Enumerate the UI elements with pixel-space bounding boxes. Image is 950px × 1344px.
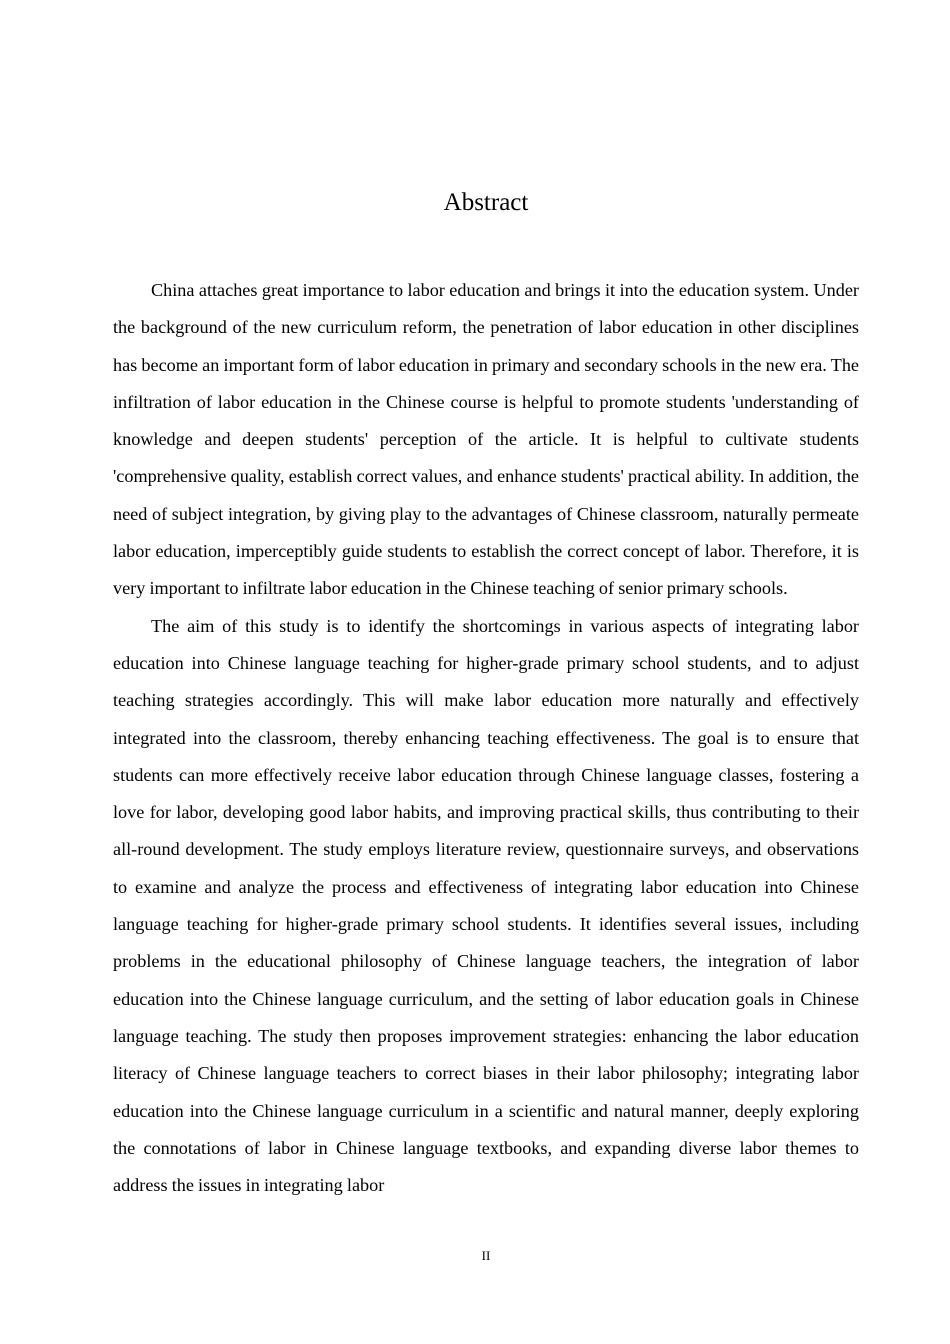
abstract-paragraph-2: The aim of this study is to identify the shortcomings in various aspects of integrating labor education into Chinese language teaching for higher-grade primary school students, and to adjust teaching strategies accordingly. This will make labor education more naturally and effectively integrated into the classroom, thereby enhancing teaching effectiveness. The goal is to ensure that students can more effectively receive labor education through Chinese language classes, fostering a love for labor, developing good labor habits, and improving practical skills, thus contributing to their all-round development. The study employs literature review, questionnaire surveys, and observations to examine and analyze the process and effectiveness of integrating labor education into Chinese language teaching for higher-grade primary school students. It identifies several issues, including problems in the educational philosophy of Chinese language teachers, the integration of labor education into the Chinese language curriculum, and the setting of labor education goals in Chinese language teaching. The study then proposes improvement strategies: enhancing the labor education literacy of Chinese language teachers to correct biases in their labor philosophy; integrating labor education into the Chinese language curriculum in a scientific and natural manner, deeply exploring the connotations of labor in Chinese language textbooks, and expanding diverse labor themes to address the issues in integrating labor <box>113 615 859 1196</box>
abstract-body <box>113 272 859 1204</box>
abstract-paragraph-1: China attaches great importance to labor education and brings it into the education system. Under the background of the new curriculum reform, the penetration of labor education in other disciplines has become an important form of labor education in primary and secondary schools in the new era. The infiltration of labor education in the Chinese course is helpful to promote students 'understanding of knowledge and deepen students' perception of the article. It is helpful to cultivate students 'comprehensive quality, establish correct values, and enhance students' practical ability. In addition, the need of subject integration, by giving play to the advantages of Chinese classroom, naturally permeate labor education, imperceptibly guide students to establish the correct concept of labor. Therefore, it is very important to infiltrate labor education in the Chinese teaching of senior primary schools. <box>113 280 859 599</box>
page-number: II <box>481 1248 491 1263</box>
page-title: Abstract <box>443 189 529 216</box>
